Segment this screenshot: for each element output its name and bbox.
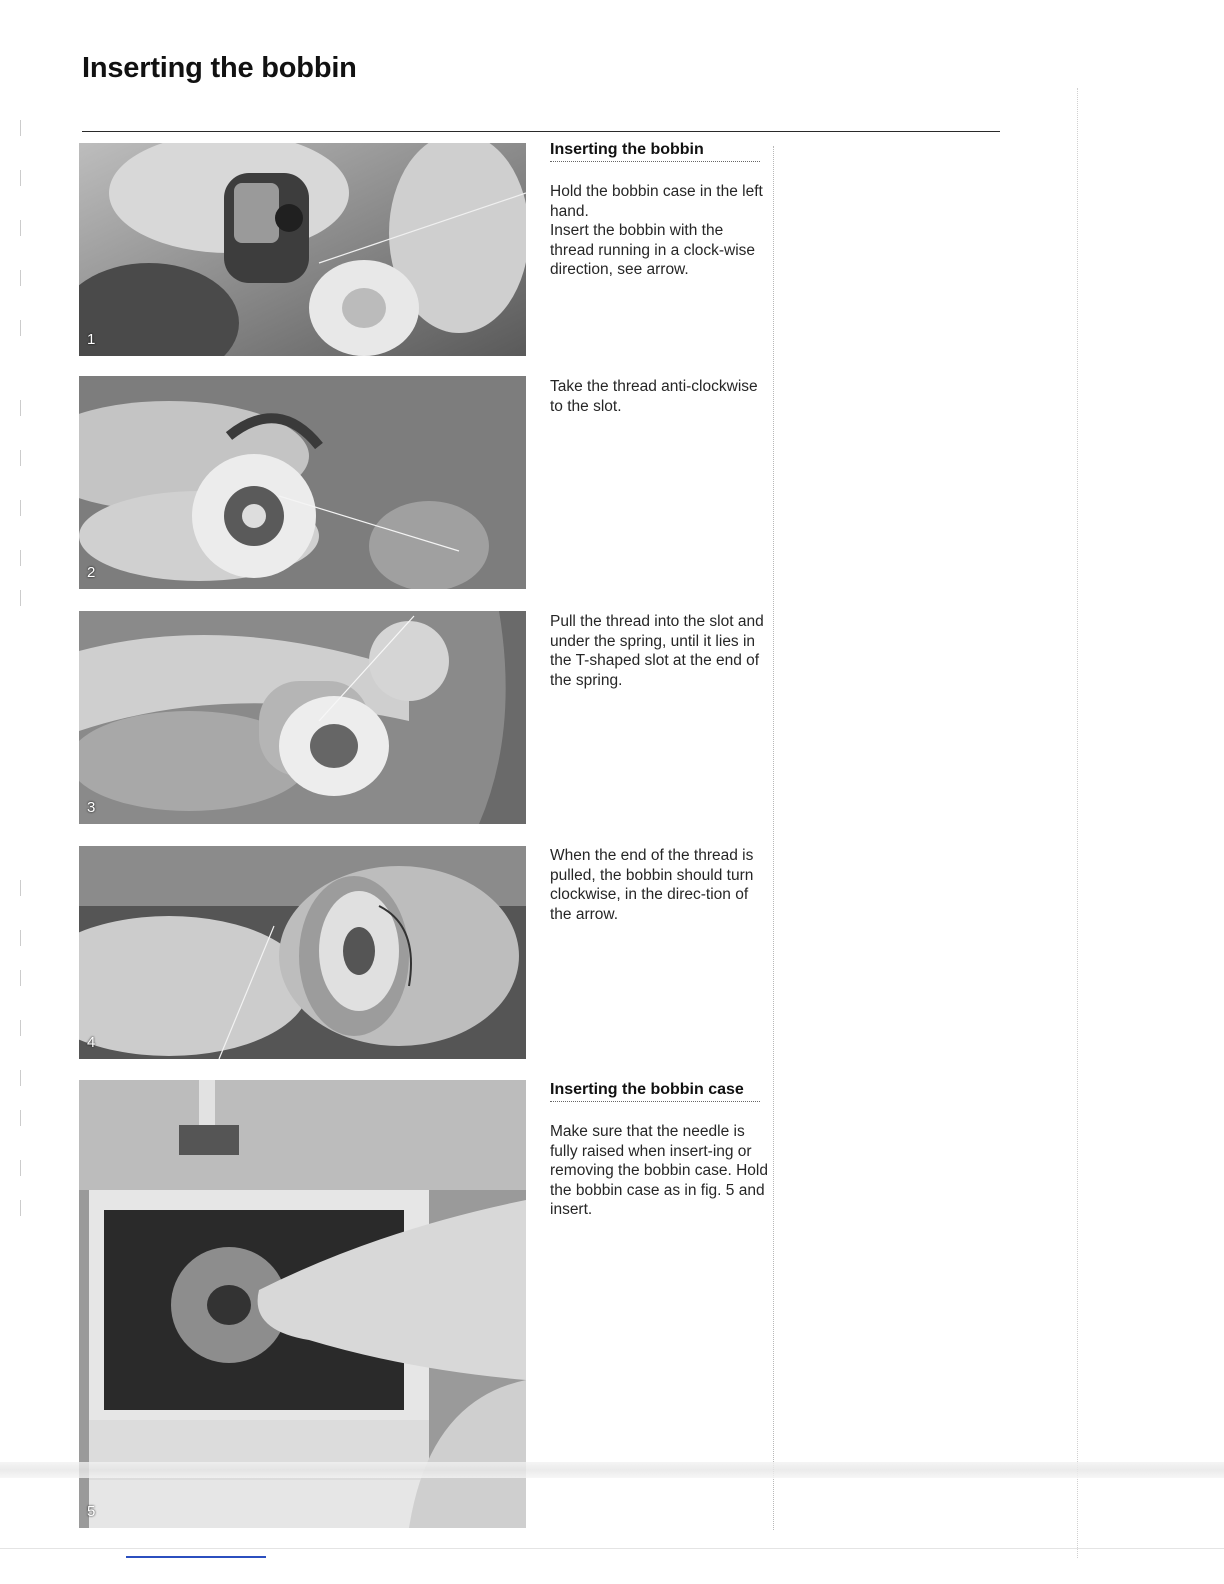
page-title: Inserting the bobbin — [82, 52, 357, 84]
title-divider — [82, 131, 1000, 132]
section-inserting-bobbin-case — [550, 1081, 770, 1220]
figure-3-illustration — [79, 611, 526, 824]
figure-2-photo — [79, 376, 526, 589]
figure-1-photo — [79, 143, 526, 356]
instruction-paragraph: Take the thread anti-clockwise to the slot. — [550, 378, 758, 415]
instruction-paragraph: Make sure that the needle is fully raised when insert-ing or removing the bobbin case. Hold the bobbin case as in fig. 5 and insert. — [550, 1123, 768, 1219]
figure-5-photo — [79, 1080, 526, 1528]
section-heading: Inserting the bobbin — [550, 141, 760, 162]
right-margin-line — [1077, 88, 1078, 1558]
figure-number: 2 — [87, 564, 96, 581]
figure-number: 4 — [87, 1034, 96, 1051]
instruction-paragraph: Hold the bobbin case in the left hand. — [550, 183, 763, 220]
step-3-text — [550, 612, 770, 690]
bottom-rule — [0, 1548, 1224, 1549]
figure-number: 3 — [87, 799, 96, 816]
section-inserting-bobbin — [550, 141, 770, 280]
step-2-text — [550, 377, 770, 416]
footer-mark — [126, 1556, 266, 1558]
figure-5-illustration — [79, 1080, 526, 1528]
figure-number: 1 — [87, 331, 96, 348]
step-4-text — [550, 846, 770, 924]
column-divider — [773, 146, 774, 1530]
section-heading: Inserting the bobbin case — [550, 1081, 760, 1102]
figure-number: 5 — [87, 1503, 96, 1520]
instruction-paragraph: Pull the thread into the slot and under the spring, until it lies in the T-shaped slot at the end of the spring. — [550, 613, 764, 689]
instruction-paragraph: When the end of the thread is pulled, the bobbin should turn clockwise, in the direc-tion of the arrow. — [550, 847, 754, 923]
binding-marks — [20, 100, 30, 1260]
figure-4-photo — [79, 846, 526, 1059]
figure-2-illustration — [79, 376, 526, 589]
figure-1-illustration — [79, 143, 526, 356]
scan-band — [0, 1462, 1224, 1478]
instruction-paragraph: Insert the bobbin with the thread running in a clock-wise direction, see arrow. — [550, 222, 756, 279]
figure-4-illustration — [79, 846, 526, 1059]
figure-3-photo — [79, 611, 526, 824]
